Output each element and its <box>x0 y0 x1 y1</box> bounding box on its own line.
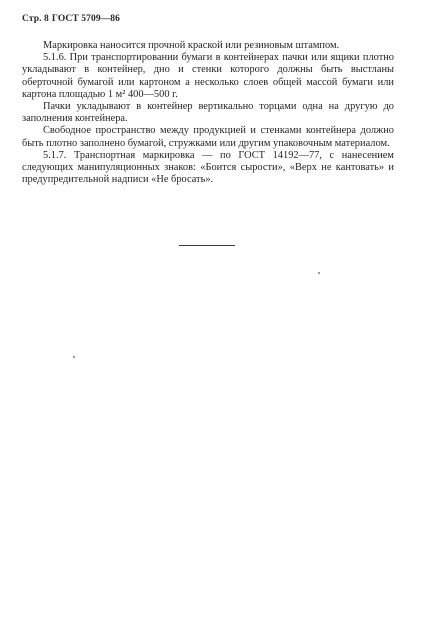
page-number: Стр. 8 <box>22 14 49 24</box>
paragraph-pack-stacking: Пачки укладывают в контейнер вертикально торцами одна на другую до заполнения контейнера. <box>22 101 394 125</box>
scan-speck <box>73 356 75 358</box>
document-body <box>22 40 394 186</box>
scan-speck <box>318 272 320 274</box>
paragraph-5-1-6: 5.1.6. При транспортировании бумаги в контейнерах пачки или ящики плотно укладывают в контейнер, дно и стенки которого должны быть выстланы оберточной бумагой или картоном а несколько слоев общей массой бумаги или картона площадью 1 м² 400—500 г. <box>22 52 394 100</box>
paragraph-marking-method: Маркировка наносится прочной краской или резиновым штампом. <box>43 40 340 51</box>
page-header <box>22 14 120 24</box>
paragraph-5-1-7: 5.1.7. Транспортная маркировка — по ГОСТ 14192—77, с нанесением следующих манипуляционных знаков: «Боится сырости», «Верх не кантовать» и предупредительной надписи «Не бросать». <box>22 149 394 186</box>
end-divider <box>179 245 235 246</box>
paragraph-free-space: Свободное пространство между продукцией и стенками контейнера должно быть плотно заполнено бумагой, стружками или другим упаковочным материалом. <box>22 125 394 149</box>
document-code: ГОСТ 5709—86 <box>51 14 120 24</box>
